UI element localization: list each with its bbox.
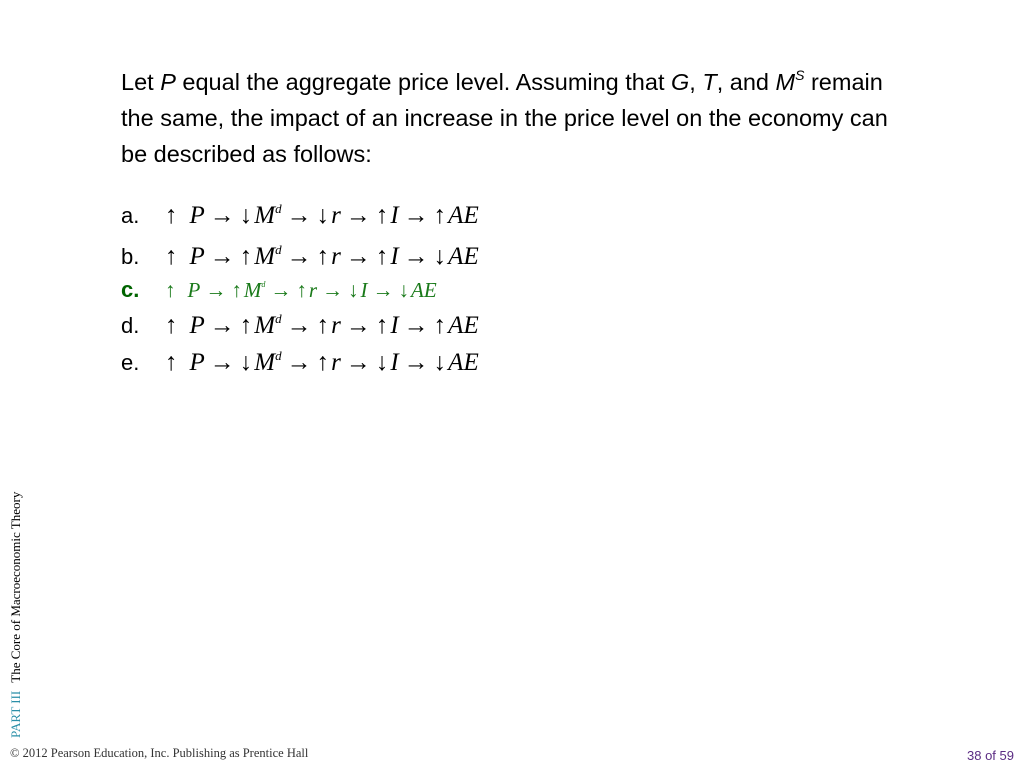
price-variable: P (189, 202, 205, 229)
option-formula (165, 349, 479, 377)
interest-rate-variable: r (331, 312, 341, 339)
right-arrow-icon: → (286, 312, 312, 339)
part-label: PART III (8, 690, 23, 738)
demand-superscript: d (275, 311, 282, 326)
investment-variable: I (390, 243, 399, 270)
down-arrow-icon: ↓ (239, 202, 253, 229)
money-demand-variable: M (254, 243, 276, 270)
up-arrow-icon: ↑ (165, 312, 178, 339)
aggregate-expenditure-variable: AE (448, 202, 479, 229)
answer-option-a[interactable] (121, 198, 721, 234)
up-arrow-icon: ↑ (375, 312, 389, 339)
right-arrow-icon: → (205, 277, 227, 302)
part-title: The Core of Macroeconomic Theory (8, 491, 23, 683)
answer-option-e[interactable] (121, 345, 721, 381)
interest-rate-variable: r (331, 243, 341, 270)
investment-variable: I (390, 202, 399, 229)
interest-rate-variable: r (331, 349, 341, 376)
option-formula (165, 278, 437, 303)
up-arrow-icon: ↑ (375, 202, 389, 229)
right-arrow-icon: → (403, 202, 429, 229)
price-variable: P (189, 312, 205, 339)
investment-variable: I (360, 277, 368, 302)
up-arrow-icon: ↑ (433, 202, 447, 229)
right-arrow-icon: → (209, 202, 235, 229)
question-text-part: Let (121, 69, 161, 95)
up-arrow-icon: ↑ (296, 277, 307, 302)
right-arrow-icon: → (403, 243, 429, 270)
page-number: 38 of 59 (967, 748, 1014, 763)
option-label: e. (121, 350, 140, 375)
down-arrow-icon: ↓ (398, 277, 410, 302)
investment-variable: I (390, 312, 399, 339)
right-arrow-icon: → (286, 349, 312, 376)
option-formula (165, 243, 479, 271)
answer-option-c[interactable] (121, 272, 721, 308)
question-text-part: , (689, 69, 703, 95)
option-label: d. (121, 313, 140, 338)
demand-superscript: d (275, 348, 282, 363)
money-demand-variable: M (254, 312, 276, 339)
up-arrow-icon: ↑ (316, 349, 330, 376)
money-supply-superscript: S (795, 67, 805, 83)
up-arrow-icon: ↑ (316, 243, 330, 270)
option-label: b. (121, 244, 140, 269)
money-demand-variable: M (243, 277, 262, 302)
copyright-footer: © 2012 Pearson Education, Inc. Publishing as Prentice Hall (10, 746, 309, 760)
right-arrow-icon: → (372, 277, 394, 302)
question-text (121, 64, 911, 172)
option-label: c. (121, 277, 140, 302)
interest-rate-variable: r (308, 277, 318, 302)
taxes-variable: T (702, 69, 717, 95)
right-arrow-icon: → (345, 243, 371, 270)
up-arrow-icon: ↑ (165, 349, 178, 376)
demand-superscript: d (275, 242, 282, 257)
up-arrow-icon: ↑ (433, 312, 447, 339)
option-formula (165, 202, 479, 230)
down-arrow-icon: ↓ (239, 349, 253, 376)
right-arrow-icon: → (403, 349, 429, 376)
question-text-part: remain the same, the impact of an increase in the price level on the economy can be described as follows: (121, 69, 888, 167)
down-arrow-icon: ↓ (433, 349, 447, 376)
investment-variable: I (390, 349, 399, 376)
aggregate-expenditure-variable: AE (448, 243, 479, 270)
question-text-part: equal the aggregate price level. Assuming that (175, 69, 672, 95)
price-variable: P (189, 243, 205, 270)
money-supply-variable: M (775, 69, 796, 95)
aggregate-expenditure-variable: AE (448, 349, 479, 376)
demand-superscript: d (261, 279, 266, 289)
right-arrow-icon: → (403, 312, 429, 339)
down-arrow-icon: ↓ (433, 243, 447, 270)
up-arrow-icon: ↑ (231, 277, 242, 302)
right-arrow-icon: → (270, 277, 292, 302)
down-arrow-icon: ↓ (316, 202, 330, 229)
right-arrow-icon: → (345, 312, 371, 339)
option-formula (165, 312, 479, 340)
price-variable: P (189, 349, 205, 376)
price-variable: P (160, 69, 176, 95)
right-arrow-icon: → (286, 202, 312, 229)
answer-option-b[interactable] (121, 239, 721, 275)
interest-rate-variable: r (331, 202, 341, 229)
money-demand-variable: M (254, 202, 276, 229)
right-arrow-icon: → (209, 312, 235, 339)
right-arrow-icon: → (209, 349, 235, 376)
answer-option-d[interactable] (121, 308, 721, 344)
option-label: a. (121, 203, 140, 228)
question-text-part: , and (716, 69, 776, 95)
sidebar-part-title (8, 492, 24, 738)
right-arrow-icon: → (345, 349, 371, 376)
demand-superscript: d (275, 201, 282, 216)
up-arrow-icon: ↑ (239, 312, 253, 339)
money-demand-variable: M (254, 349, 276, 376)
down-arrow-icon: ↓ (375, 349, 389, 376)
right-arrow-icon: → (209, 243, 235, 270)
aggregate-expenditure-variable: AE (448, 312, 479, 339)
right-arrow-icon: → (345, 202, 371, 229)
down-arrow-icon: ↓ (348, 277, 359, 302)
up-arrow-icon: ↑ (239, 243, 253, 270)
right-arrow-icon: → (286, 243, 312, 270)
up-arrow-icon: ↑ (165, 243, 178, 270)
up-arrow-icon: ↑ (165, 202, 178, 229)
up-arrow-icon: ↑ (375, 243, 389, 270)
aggregate-expenditure-variable: AE (411, 277, 437, 302)
price-variable: P (187, 277, 201, 302)
up-arrow-icon: ↑ (316, 312, 330, 339)
right-arrow-icon: → (322, 277, 344, 302)
up-arrow-icon: ↑ (165, 277, 176, 302)
government-variable: G (671, 69, 690, 95)
